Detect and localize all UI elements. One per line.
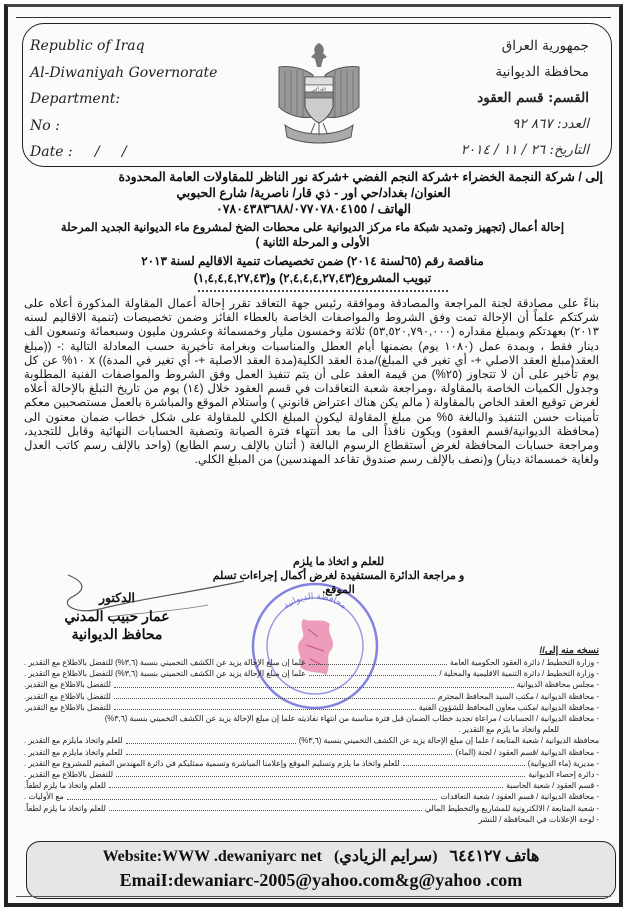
dotted-leader [109, 780, 503, 788]
department-label-en: Department: [30, 91, 121, 107]
addressee-block [24, 169, 603, 217]
dotted-leader [126, 735, 296, 743]
copy-recipient-row [24, 747, 599, 758]
copy-recipient-row [24, 691, 599, 702]
body-paragraph: بناءً على مصادقة لجنة المراجعة والمصادقة وموافقة رئيس جهة التعاقد تقرر إحالة أعمال المقاولة المذكورة أعلاه على شركتكم علماً أن الإحالة تمت وفق الشروط والمواصفات الخاصة بالعطاء الفائز وضمن تخصيصات (تنمية الاقاليم لسنه ٢٠١٣) بعهدتكم وبمبلغ مقداره (٥٣,٥٢٠,٧٩٠,٠٠٠) ثلاثة وخمسون مليار وخمسمائة وعشرون مليون وسبعمائة وتسعون الف دينار فقط ، وبمدة عمل (١٠٨٠ يوم) بضمنها أيام العطل والمناسبات وبغرامة تأخيرية حسب المعادلة التالية :- ((مبلغ العقد(مبلغ العقد الاصلي +- أي تغير في المبلغ)/مدة العقد الكلية(مدة العقد الاصلية +- أي تغير في المدة)) x ١٠% عن كل يوم تأخير على أن لا تتجاوز (٢٥%) من قيمة العقد على أن يتم تنفيذ العمل وفق الشروط والمواصفات الفنية المطلوبة وجدول الكميات الخاصة بالمقاولة ،ومراجعة شعبة التعاقدات في قسم العقود خلال (١٤) يوم من تاريخ التبلغ بالإحالة أعلاه لغرض توقيع العقد الخاص بالمقاولة ( مالم يكن هناك اعتراض قانوني ) وأستلام الموقع والمباشرة بالعمل مستصحبين معكم تأمينات حسن التنفيذ والبالغة ٥% من مبلغ المقاولة ليكون المبلغ الكلي للمقاولة على شكل خطاب ضمان معنون الى (محافظة الديوانية/قسم العقود) ويكون نافذاً الى ما بعد أنتهاء فترة الصيانة وتصفية الحسابات النهائية وقابل للتجديد، ومراجعة حسابات المحافظة لغرض أستقطاع الرسوم البالغة ( أثنان بالإلف رسم الطابع) (واحد بالإلف رسم كاتب العدل ولغاية خمسمائة دينار) و(نصف بالإلف رسم صندوق تقاعد المهندسين) من المبلغ الكلي. [24, 297, 599, 467]
copy-note: للتفضل بالاطلاع مع التقدير . [24, 770, 113, 780]
subject-line-1: إحالة أعمال (تجهيز وتمديد شبكة ماء مركز الديوانية على محطات الضخ لمشروع ماء الديوانية الجديد المرحلة [60, 222, 565, 234]
addressee-phone: الهاتف / ٠٧٨٠٤٣٨٣٦٨٨/٠٧٧٠٧٨٠٤١٥٥ [216, 202, 411, 216]
copies-heading: نسخه منه إلى// [539, 645, 599, 656]
copy-note: للتفضل بالاطلاع مع التقدير. [24, 691, 111, 701]
copy-recipient: - لوحة الإعلانات في المحافظة / للنشر [478, 814, 599, 824]
top-rule [16, 17, 611, 18]
copy-recipient: للعلم واتخاذ ما يلزم مع التقدير . [458, 725, 559, 735]
footer-email[interactable]: EmaiI:dewaniarc-2005@yahoo.com&g@yahoo .com [119, 870, 523, 890]
copy-recipient: - محافظة الديوانية / مكتب السيد المحافظ المحترم [437, 691, 599, 701]
copy-note: علما إن مبلغ الإحالة يزيد عن الكشف التخميني بنسبة (٣,٦%) للتفضل بالاطلاع مع التقدير . [24, 658, 306, 667]
copy-recipient-row [24, 735, 599, 746]
copy-recipient: - مديرية (ماء الديوانية) [527, 758, 599, 768]
copy-recipient-row [24, 769, 599, 780]
copy-recipient-row [24, 679, 599, 690]
letterhead-arabic [461, 33, 589, 163]
copy-recipient: - وزارة التخطيط / دائرة العقود الحكومية العامة [449, 658, 599, 667]
copy-note: للعلم واتخاذ مايلزم مع التقدير . [24, 736, 123, 746]
subject-block [24, 221, 601, 251]
copy-note: علما إن مبلغ الإحالة يزيد عن الكشف التخميني بنسبة (٣,٦%) للتفضل بالاطلاع مع التقدير . [24, 669, 306, 679]
copy-recipient: - محافظة الديوانية / الحسابات / مراعاة تجديد خطاب الضمان قبل فترة مناسبة من انتهاء نفاذيته علما إن مبلغ الإحالة يزيد عن الكشف التخميني بنسبة (٣,٦%) [104, 714, 599, 724]
copy-note: للتفضل بالاطلاع مع التقدير. [24, 702, 111, 712]
copy-note: للعلم واتخاذ ما يلزم وتسليم الموقع وإعلامنا المباشرة وتسمية ممثليكم في دائرة المهندس المقيم للمشروع مع التقدير . [24, 758, 400, 768]
signatory-title: محافظ الديوانية [71, 626, 163, 642]
copy-recipient-row [24, 814, 599, 825]
dotted-leader [403, 758, 525, 766]
copy-recipient: - محافظة الديوانية /مكتب معاون المحافظ للشؤون الفنية [418, 702, 599, 712]
copy-recipient: - مجلس محافظة الديوانية [516, 680, 599, 690]
country-ar: جمهورية العراق [501, 38, 589, 54]
copy-recipient-row [24, 724, 599, 735]
addressee-address: العنوان/ بغداد/حي اور - ذي قار/ ناصرية/ شارع الحبوبي [176, 186, 451, 200]
project-code: تبويب المشروع(٢,٤,٤,٤,٢٧,٤٣) و(١,٤,٤,٤,٢٧,٤٣) [193, 271, 432, 285]
stamp-text: محافظة الديوانية [281, 591, 349, 612]
signatory-prefix: الدكتور [98, 591, 136, 605]
copy-recipient: - محافظة الديوانية /قسم العقود / لجنة (الماء) [455, 747, 599, 757]
copy-recipient: محافظة الديوانية / شعبة المتابعة / علما إن مبلغ الإحالة يزيد عن الكشف التخميني بنسبة (٣,٦%) [298, 736, 599, 746]
copy-recipient-row [24, 780, 599, 791]
copy-recipient: - محافظة الديوانية / قسم العقود / شعبة التعاقدات [440, 792, 599, 802]
document-date: التاريخ: ٢٦ / ١١ / ٢٠١٤ [460, 142, 589, 158]
copy-recipient-row [24, 713, 599, 724]
letterhead-english [30, 33, 217, 166]
closing-line-1: للعلم و اتخاذ ما يلزم [292, 556, 385, 568]
department-ar: القسم: قسم العقود [477, 90, 589, 106]
copy-recipient-row [24, 702, 599, 713]
iraq-eagle-emblem-icon [271, 37, 367, 149]
signatory-block [32, 589, 202, 643]
country-en: Republic of Iraq [30, 38, 145, 54]
footer-website[interactable]: Website:WWW .dewaniyarc net [102, 848, 322, 865]
dotted-leader [116, 769, 525, 777]
emblem-text: الله أكبر [312, 86, 326, 92]
copy-note: للعلم واتخاذ ما يلزم لطفاً. [24, 803, 106, 813]
signatory-name: عمار حبيب المدني [64, 608, 170, 624]
dotted-leader [114, 679, 514, 687]
subject-line-2: الأولى و المرحلة الثانية ) [255, 237, 370, 249]
copy-recipient: - شعبة المتابعة / الالكترونية للمشاريع والتخطيط المالي [424, 803, 599, 813]
addressee-to: إلى / شركة النجمة الخضراء +شركة النجم الفضي +شركة نور الناظر للمقاولات العامة المحدودة [118, 170, 603, 184]
governorate-ar: محافظة الديوانية [495, 64, 589, 80]
dotted-leader [309, 668, 437, 676]
closing-block [208, 555, 469, 597]
number-label-en: No : [30, 117, 60, 134]
footer-printer: (سرايم الزيادي) [333, 848, 438, 865]
copy-note: مع الأوليات . [24, 792, 64, 802]
copy-recipient-row [24, 668, 599, 679]
closing-line-2: و مراجعة الدائرة المستفيدة لغرض أكمال إجراءات تسلم الموقع. [212, 570, 465, 596]
bottom-rule [16, 896, 611, 897]
copy-recipient-row [24, 791, 599, 802]
copy-recipient: - قسم العقود / شعبة الحاسبة [505, 781, 599, 791]
copies-list [24, 645, 599, 825]
dotted-leader [114, 702, 416, 710]
dotted-leader [309, 657, 447, 665]
document-page [4, 4, 623, 907]
governorate-en: Al-Diwaniyah Governorate [30, 64, 218, 81]
dotted-leader [126, 747, 453, 755]
dotted-leader [67, 791, 438, 799]
copy-note: للتفضل بالاطلاع مع التقدير. [24, 680, 111, 690]
tender-number: مناقصة رقم (٦٥لسنة ٢٠١٤) ضمن تخصيصات تنمية الاقاليم لسنة ٢٠١٣ [141, 254, 484, 268]
copy-note: للعلم واتخاذ ما يلزم لطفاً. [24, 781, 106, 791]
footer-contact-line [27, 846, 615, 868]
copy-recipient-row [24, 657, 599, 668]
copy-recipient: - دائرة إحصاء الديوانية [528, 770, 599, 780]
tender-block [24, 253, 601, 287]
footer-phone: هاتف ٦٤٤١٢٧ [449, 848, 540, 865]
document-number: العدد: ٨٦٧ ٩٢ [512, 116, 589, 132]
date-label-en: Date : / / [30, 144, 127, 160]
dotted-leader [114, 691, 435, 699]
footer-box [26, 841, 616, 899]
copy-note: للعلم واتخاذ مايلزم مع التقدير . [24, 747, 123, 757]
copy-recipient-row [24, 758, 599, 769]
copy-recipient: - وزارة التخطيط / دائرة التنمية الاقليمية والمحلية / [439, 669, 599, 679]
dotted-leader [109, 803, 422, 811]
dotted-separator [198, 290, 448, 292]
copy-recipient-row [24, 803, 599, 814]
